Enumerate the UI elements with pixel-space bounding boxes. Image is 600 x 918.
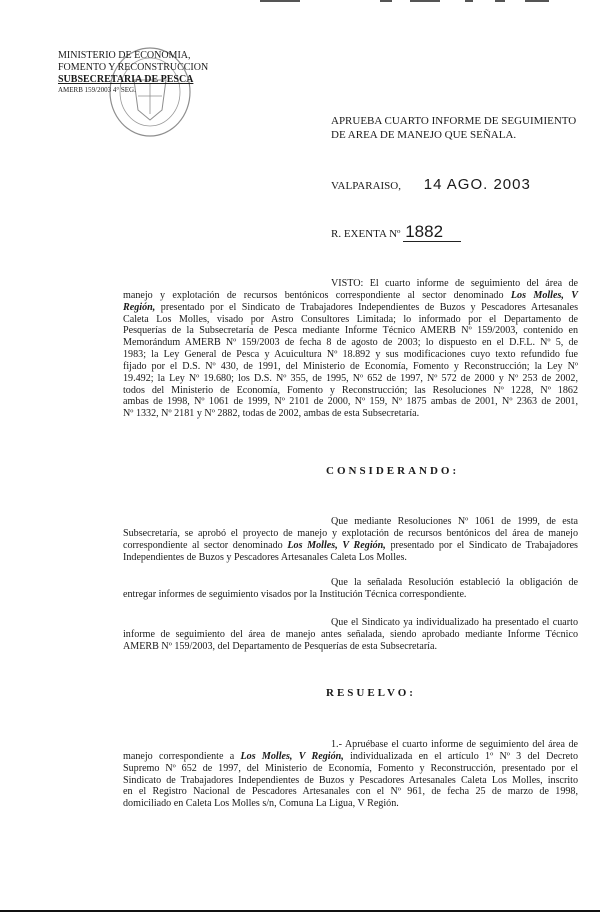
sector-name: Los Molles, V xyxy=(510,289,578,301)
text-fragment: presentado por el Sindicato de Trabajadores xyxy=(390,539,578,551)
resolution-subject xyxy=(331,114,596,142)
text-line: todos del Ministerio de Economía, Fomento y Reconstrucción; las Resoluciones Nº 1228, Nº 1862 xyxy=(123,384,578,396)
text-line: en el Registro Nacional de Pescadores Artesanales con el Nº 961, de fecha 25 de marzo de 1998, xyxy=(123,786,578,798)
place-and-date xyxy=(331,176,531,193)
resolution-label: R. EXENTA Nº xyxy=(331,228,401,240)
text-line: Supremo Nº 652 de 1997, del Ministerio de Economía, Fomento y Reconstrucción, presentado por el xyxy=(123,762,578,774)
considerando-paragraph-3 xyxy=(123,617,578,653)
text-line xyxy=(123,540,578,552)
considerando-paragraph-2 xyxy=(123,577,578,601)
considerando-paragraph-1 xyxy=(123,516,578,563)
text-line: Nº 1332, Nº 2181 y Nº 2882, todas de 2002, ambas de esta Subsecretaría. xyxy=(123,408,420,420)
subject-line: DE AREA DE MANEJO QUE SEÑALA. xyxy=(331,129,517,141)
ministry-name-cont: FOMENTO Y RECONSTRUCCION xyxy=(58,62,209,73)
text-line: Pesquerías de la Subsecretaría de Pesca mediante Informe Técnico AMERB Nº 159/2003, contenido en xyxy=(123,325,578,337)
place: VALPARAISO, xyxy=(331,180,401,192)
text-line: Caleta Los Molles, visado por Astro Consultores Limitada; lo informado por el Departamento de xyxy=(123,313,578,325)
ministry-name: MINISTERIO DE ECONOMIA, xyxy=(58,50,191,61)
text-fragment: correspondiente al sector denominado xyxy=(123,539,283,551)
text-fragment: presentado por el Sindicato de Trabajadores Independientes de Buzos y Pescadores Artesanales xyxy=(160,301,579,313)
text-fragment: individualizada en el artículo 1º Nº 3 del Decreto xyxy=(350,750,579,762)
date-stamp: 14 AGO. 2003 xyxy=(423,176,531,193)
subject-line: APRUEBA CUARTO INFORME DE SEGUIMIENTO xyxy=(331,115,577,127)
text-line: Que la señalada Resolución estableció la obligación de xyxy=(331,577,578,588)
text-fragment: manejo y explotación de recursos bentónicos correspondiente al sector denominado xyxy=(123,289,504,301)
sector-name: Los Molles, V Región, xyxy=(287,539,386,551)
text-line: 1983; la Ley General de Pesca y Acuicultura Nº 18.892 y sus modificaciones cuyo texto refundido fue xyxy=(123,349,578,361)
text-line: 19.492; la Ley Nº 19.680; los D.S. Nº 355, de 1995, Nº 652 de 1997, Nº 572 de 2000 y Nº 253 de 2002, xyxy=(123,372,578,384)
text-line: domiciliado en Caleta Los Molles s/n, Comuna La Ligua, V Región. xyxy=(123,798,399,810)
text-line: Subsecretaría, se aprobó el proyecto de manejo y explotación de recursos bentónicos del área de manejo xyxy=(123,527,578,539)
text-line: VISTO: El cuarto informe de seguimiento del área de xyxy=(331,278,578,289)
region-name: Región, xyxy=(123,301,156,313)
scan-bottom-edge xyxy=(0,910,600,912)
considerando-heading: CONSIDERANDO: xyxy=(326,465,460,477)
text-line: AMERB Nº 159/2003, del Departamento de Pesquerías de esta Subsecretaría. xyxy=(123,640,437,652)
text-line: Memorándum AMERB Nº 159/2003 de fecha 8 de agosto de 2003; lo dispuesto en el D.F.L. Nº 5, de xyxy=(123,337,578,349)
text-line xyxy=(123,302,578,314)
sector-name: Los Molles, V Región, xyxy=(240,750,344,762)
text-line: Que mediante Resoluciones Nº 1061 de 1999, de esta xyxy=(331,516,578,527)
text-line xyxy=(123,290,578,302)
file-reference: AMERB 159/2003 4° SEG. xyxy=(58,86,136,94)
resolution-number xyxy=(331,222,461,242)
undersecretariat-name: SUBSECRETARIA DE PESCA xyxy=(58,74,194,85)
text-line: entregar informes de seguimiento visados por la Institución Técnica correspondiente. xyxy=(123,588,467,600)
resuelvo-heading: RESUELVO: xyxy=(326,687,416,699)
text-line: fijado por el D.S. Nº 430, de 1991, del Ministerio de Economía, Fomento y Reconstrucción; la Ley Nº xyxy=(123,360,578,372)
resolution-number-value: 1882 xyxy=(403,222,461,242)
scan-top-marks xyxy=(240,0,570,3)
text-line: Que el Sindicato ya individualizado ha presentado el cuarto xyxy=(331,617,578,628)
text-line xyxy=(123,751,578,763)
text-fragment: manejo correspondiente a xyxy=(123,750,235,762)
text-line: Sindicato de Trabajadores Independientes de Buzos y Pescadores Artesanales Caleta Los Molles, inscrito xyxy=(123,774,578,786)
text-line: Independientes de Buzos y Pescadores Artesanales Caleta Los Molles. xyxy=(123,551,407,563)
text-line: ambas de 1998, Nº 1061 de 1999, Nº 2101 de 2000, Nº 159, Nº 1875 ambas de 2001, Nº 2363 de 2001, xyxy=(123,396,578,408)
visto-paragraph xyxy=(123,278,578,420)
text-line: 1.- Apruébase el cuarto informe de seguimiento del área de xyxy=(331,739,578,750)
resuelvo-paragraph-1 xyxy=(123,739,578,810)
letterhead xyxy=(58,50,238,95)
text-line: informe de seguimiento del área de manejo antes señalada, siendo aprobado mediante Informe Técnico xyxy=(123,628,578,640)
